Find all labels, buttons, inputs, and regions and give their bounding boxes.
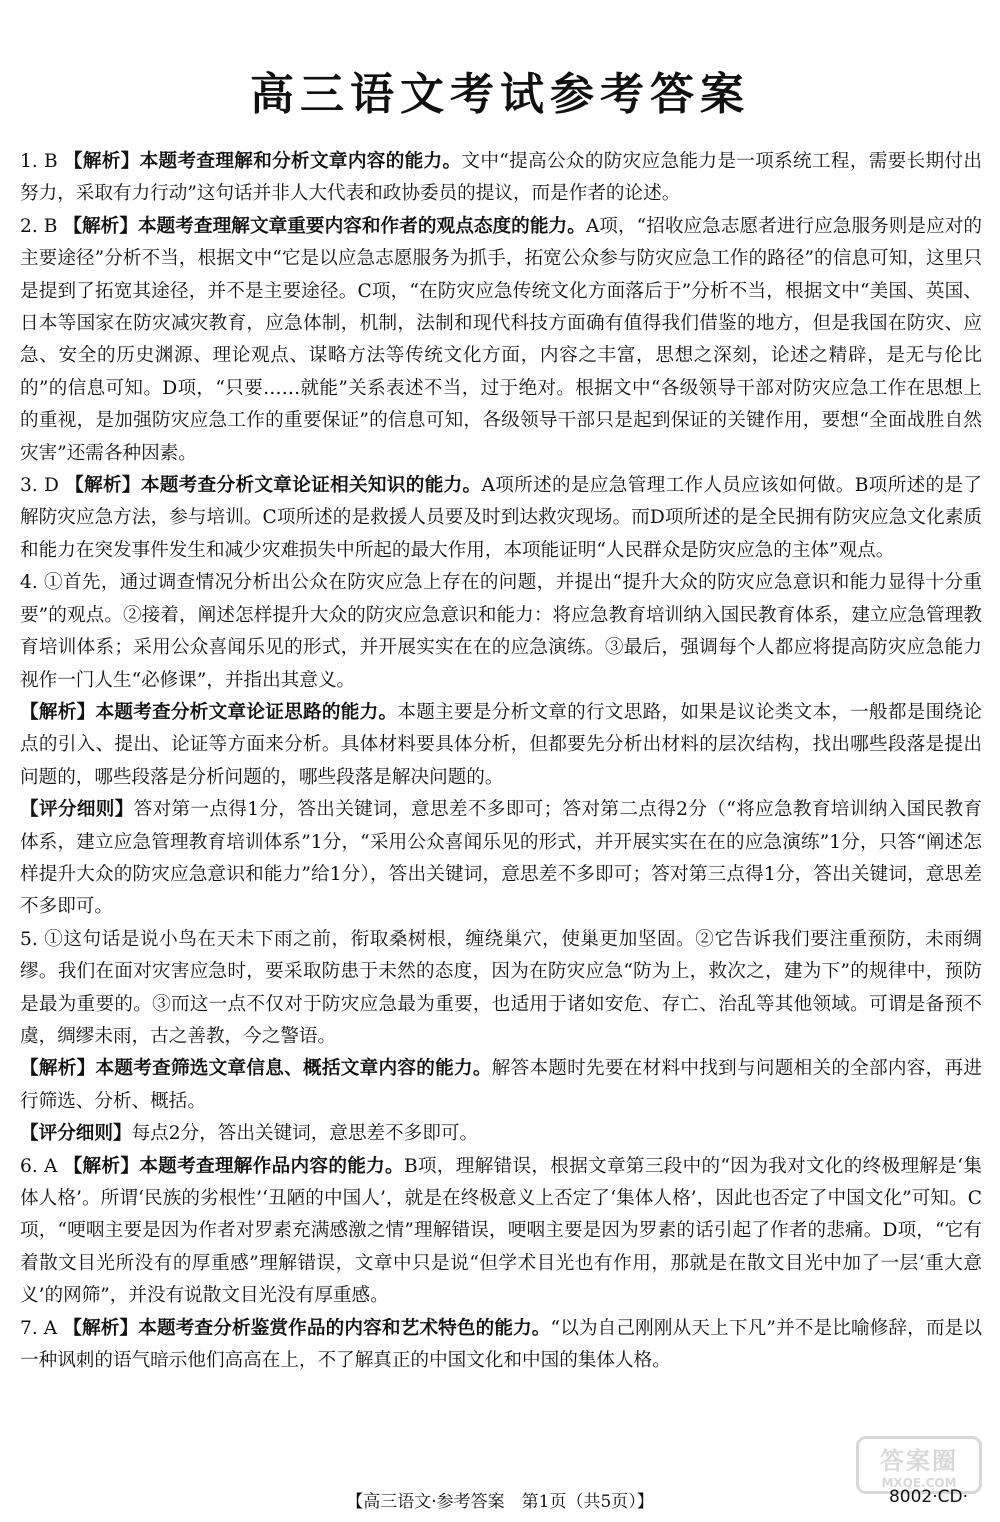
scoring-text: 每点2分，答出关键词，意思差不多即可。 bbox=[131, 1123, 479, 1145]
analysis-tag: 【解析】本题考查分析文章论证相关知识的能力。 bbox=[65, 475, 482, 497]
analysis-tag: 【解析】本题考查理解文章重要内容和作者的观点态度的能力。 bbox=[63, 215, 586, 237]
page-title: 高三语文考试参考答案 bbox=[250, 69, 750, 120]
item-4-analysis bbox=[20, 697, 982, 794]
answer-item-4 bbox=[20, 567, 982, 697]
item-5-scoring bbox=[20, 1118, 982, 1150]
watermark-domain: MXQE.COM bbox=[881, 1475, 957, 1490]
item-number: 5. bbox=[20, 928, 45, 950]
item-4-scoring bbox=[20, 794, 982, 924]
site-watermark bbox=[856, 1436, 982, 1494]
analysis-text: 解答本题时先要在材料中找到与问题相关的全部内容，再进行筛选、分析、概括。 bbox=[20, 1058, 982, 1112]
analysis-tag: 【解析】本题考查理解和分析文章内容的能力。 bbox=[63, 151, 462, 172]
item-number: 4. bbox=[20, 572, 45, 594]
answer-item-1 bbox=[20, 146, 982, 211]
answer-content bbox=[20, 146, 982, 1377]
answer-item-7 bbox=[20, 1313, 982, 1378]
footer-code: 8002·CD· bbox=[888, 1487, 968, 1507]
scoring-tag: 【评分细则】 bbox=[20, 799, 134, 821]
item-number: 6. A bbox=[20, 1155, 64, 1177]
footer-page-info: 【高三语文·参考答案 第1页（共5页）】 bbox=[346, 1492, 654, 1512]
item-text: B项，理解错误，根据文章第三段中的“因为我对文化的终极理解是‘集体人格’。所谓‘民族的劣根性’‘丑陋的中国人’，就是在终极意义上否定了‘集体人格’，因此也否定了中国文化”可知。C项，“哽咽主要是因为作者对罗素充满感激之情”理解错误，哽咽主要是因为罗素的话引起了作者的悲痛。D项，“它有着散文目光所没有的厚重感”理解错误，文章中只是说“但学术目光也有作用，那就是在散文目光中加了一层‘重大意义’的网筛”，并没有说散文目光没有厚重感。 bbox=[20, 1155, 982, 1307]
analysis-text: 本题主要是分析文章的行文思路，如果是议论类文本，一般都是围绕论点的引入、提出、论证等方面来分析。具体材料要具体分析，但都要先分析出材料的层次结构，找出哪些段落是提出问题的，哪些段落是分析问题的，哪些段落是解决问题的。 bbox=[20, 701, 982, 788]
item-number: 2. B bbox=[20, 215, 64, 237]
watermark-logo-text: 答案圈 bbox=[880, 1446, 958, 1475]
analysis-tag: 【解析】本题考查分析文章论证思路的能力。 bbox=[20, 701, 398, 723]
item-text: A项，“招收应急志愿者进行应急服务则是应对的主要途径”分析不当，根据文中“它是以应急志愿服务为抓手，拓宽公众参与防灾应急工作的路径”的信息可知，这里只是提到了拓宽其途径，并不是主要途径。C项，“在防灾应急传统文化方面落后于”分析不当，根据文中“美国、英国、日本等国家在防灾减灾教育，应急体制，机制，法制和现代科技方面确有值得我们借鉴的地方，但是我国在防灾、应急、安全的历史渊源、理论观点、谋略方法等传统文化方面，内容之丰富，思想之深刻，论述之精辟，是无与伦比的”的信息可知。D项，“只要……就能”关系表述不当，过于绝对。根据文中“各级领导干部对防灾应急工作在思想上的重视，是加强防灾应急工作的重要保证”的信息可知，各级领导干部只是起到保证的关键作用，要想“全面战胜自然灾害”还需各种因素。 bbox=[20, 215, 982, 464]
item-text: A项所述的是应急管理工作人员应该如何做。B项所述的是了解防灾应急方法，参与培训。C项所述的是救援人员要及时到达救灾现场。而D项所述的是全民拥有防灾应急文化素质和能力在突发事件发生和减少灾难损失中所起的最大作用，本项能证明“人民群众是防灾应急的主体”观点。 bbox=[20, 475, 982, 561]
scoring-text: 答对第一点得1分，答出关键词，意思差不多即可；答对第二点得2分（“将应急教育培训纳入国民教育体系，建立应急管理教育培训体系”1分，“采用公众喜闻乐见的形式，并开展实实在在的应急演练”1分，只答“阐述怎样提升大众的防灾应急意识和能力”给1分），答出关键词，意思差不多即可；答对第三点得1分，答出关键词，意思差不多即可。 bbox=[20, 799, 982, 918]
item-text: ①首先，通过调查情况分析出公众在防灾应急上存在的问题，并提出“提升大众的防灾应急意识和能力显得十分重要”的观点。②接着，阐述怎样提升大众的防灾应急意识和能力：将应急教育培训纳入国民教育体系，建立应急管理教育培训体系；采用公众喜闻乐见的形式，并开展实实在在的应急演练。③最后，强调每个人都应将提高防灾应急能力视作一门人生“必修课”，并指出其意义。 bbox=[20, 572, 982, 691]
answer-item-6 bbox=[20, 1151, 982, 1313]
item-text: “以为自己刚刚从天上下凡”并不是比喻修辞，而是以一种讽刺的语气暗示他们高高在上，不了解真正的中国文化和中国的集体人格。 bbox=[20, 1317, 982, 1372]
item-number: 1. B bbox=[20, 151, 64, 172]
answer-item-2 bbox=[20, 211, 982, 470]
item-text: ①这句话是说小鸟在天未下雨之前，衔取桑树根，缠绕巢穴，使巢更加坚固。②它告诉我们要注重预防，未雨绸缪。我们在面对灾害应急时，要采取防患于未然的态度，因为在防灾应急“防为上，救次之，建为下”的规律中，预防是最为重要的。③而这一点不仅对于防灾应急最为重要，也适用于诸如安危、存亡、治乱等其他领域。可谓是备预不虞，绸缪未雨，古之善教，今之警语。 bbox=[20, 928, 982, 1047]
scoring-tag: 【评分细则】 bbox=[20, 1123, 132, 1145]
page-footer bbox=[0, 1487, 1000, 1515]
answer-item-5 bbox=[20, 924, 982, 1054]
analysis-tag: 【解析】本题考查理解作品内容的能力。 bbox=[63, 1155, 404, 1177]
item-text: 文中“提高公众的防灾应急能力是一项系统工程，需要长期付出努力，采取有力行动”这句话并非人大代表和政协委员的提议，而是作者的论述。 bbox=[20, 151, 982, 205]
analysis-tag: 【解析】本题考查筛选文章信息、概括文章内容的能力。 bbox=[20, 1058, 492, 1080]
answer-item-3 bbox=[20, 470, 982, 567]
analysis-tag: 【解析】本题考查分析鉴赏作品的内容和艺术特色的能力。 bbox=[63, 1317, 551, 1339]
item-number: 7. A bbox=[20, 1317, 64, 1339]
item-number: 3. D bbox=[20, 475, 66, 497]
item-5-analysis bbox=[20, 1053, 982, 1118]
